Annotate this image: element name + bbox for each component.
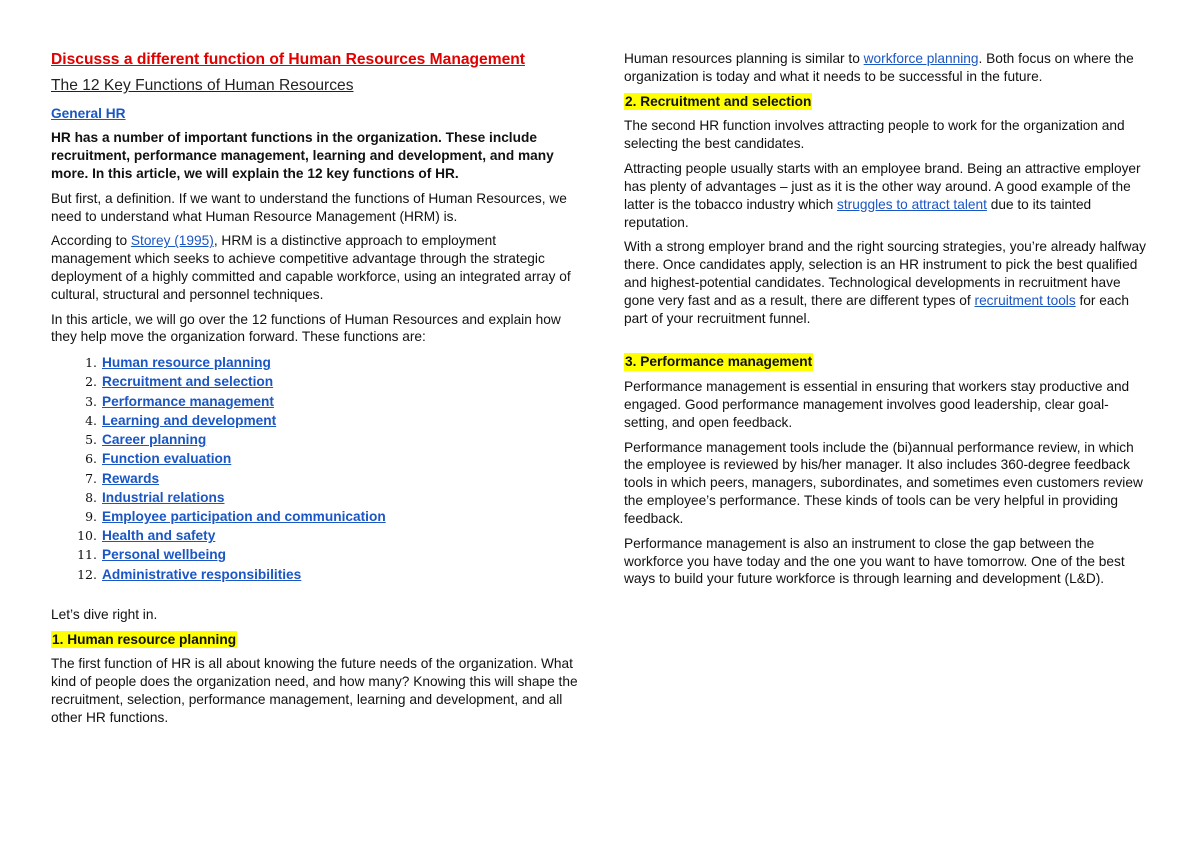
section2-paragraph-2 [624,160,1152,231]
function-link-function-evaluation[interactable]: Function evaluation [102,451,232,467]
function-link-industrial-relations[interactable]: Industrial relations [102,489,225,505]
storey-text-post: , HRM is a distinctive approach to employment management which seeks to achieve competitive advantage through the strategic deployment of a highly committed and capable workforce, using an integrated array of cultural, structural and personnel techniques. [51,233,571,302]
functions-list [51,353,579,583]
section1-heading-wrap [51,631,579,649]
list-item [102,353,579,372]
list-item [102,507,579,526]
section1-heading: 1. Human resource planning [52,631,237,647]
section3-heading: 3. Performance management [625,354,813,370]
storey-text-pre: According to [51,233,131,249]
storey-paragraph [51,232,579,303]
function-link-career-planning[interactable]: Career planning [102,432,207,448]
list-item [102,372,579,391]
function-link-human-resource-planning[interactable]: Human resource planning [102,355,271,371]
struggles-to-attract-talent-link[interactable]: struggles to attract talent [837,196,987,212]
storey-link[interactable]: Storey (1995) [130,233,214,249]
planning-text-pre: Human resources planning is similar to [624,51,864,66]
list-item [102,392,579,411]
function-link-personal-wellbeing[interactable]: Personal wellbeing [102,547,226,563]
section2-p3-post: for each part of your recruitment funnel. [624,292,1129,326]
section3-paragraph-1: Performance management is essential in ensuring that workers stay productive and engaged. Good performance management involves good leadership, clear goal-setting, and open feedback. [624,379,1130,430]
function-link-administrative-responsibilities[interactable]: Administrative responsibilities [102,566,302,582]
list-item [102,469,579,488]
section3-paragraph-2: Performance management tools include the (bi)annual performance review, in which the employee is reviewed by his/her manager. It also includes 360-degree feedback tools in which peers, managers, subordinates, and sometimes even customers review the employee’s performance. These kinds of tools can be very helpful in providing feedback. [624,439,1143,526]
section2-p2-pre: Attracting people usually starts with an employee brand. Being an attractive employer has plenty of advantages – just as it is the other way around. A good example of the latter is the tobacco industry which [624,161,1141,212]
planning-text-post: . Both focus on where the organization is today and what it needs to be successful in the future. [624,51,1134,84]
section2-paragraph-3 [624,238,1152,327]
article-intro-paragraph: In this article, we will go over the 12 functions of Human Resources and explain how they help move the organization forward. These functions are: [51,311,561,345]
definition-paragraph: But first, a definition. If we want to understand the functions of Human Resources, we need to understand what Human Resource Management (HRM) is. [51,190,567,224]
planning-paragraph [624,50,1152,86]
section2-heading: 2. Recruitment and selection [625,93,812,109]
section2-heading-wrap [624,93,1152,111]
intro-bold-paragraph: HR has a number of important functions in the organization. These include recruitment, performance management, learning and development, and many more. In this article, we will explain the 12 key functions of HR. [51,130,554,181]
workforce-planning-link[interactable]: workforce planning [863,51,979,66]
function-link-recruitment-and-selection[interactable]: Recruitment and selection [102,374,274,390]
list-item [102,411,579,430]
list-item [102,545,579,564]
left-column [51,50,579,734]
dive-in-text: Let’s dive right in. [51,606,158,622]
list-item [102,565,579,584]
function-link-rewards[interactable]: Rewards [102,470,160,486]
section-spacer [624,334,1152,353]
section3-paragraph-3: Performance management is also an instrument to close the gap between the workforce you have today and the one you want to have tomorrow. One of the best ways to build your future workforce is through learning and development (L&D). [624,535,1125,587]
section2-paragraph-1: The second HR function involves attracting people to work for the organization and selecting the best candidates. [624,118,1125,152]
function-link-employee-participation[interactable]: Employee participation and communication [102,508,386,524]
sub-title: The 12 Key Functions of Human Resources [51,77,354,95]
section3-heading-wrap [624,353,1152,371]
section1-paragraph: The first function of HR is all about knowing the future needs of the organization. What kind of people does the organization need, and how many? Knowing this will shape the recruitment, selection, performance management, learning and development, and all other HR functions. [51,656,578,725]
function-link-health-and-safety[interactable]: Health and safety [102,528,216,544]
list-item [102,526,579,545]
list-item [102,488,579,507]
right-column [624,50,1152,595]
section2-p2-post: due to its tainted reputation. [624,196,1092,230]
function-link-performance-management[interactable]: Performance management [102,393,274,409]
general-hr-link[interactable]: General HR [51,105,126,121]
function-link-learning-and-development[interactable]: Learning and development [102,412,277,428]
list-item [102,449,579,468]
section2-p3-pre: With a strong employer brand and the right sourcing strategies, you’re already halfway there. Once candidates apply, selection is an HR instrument to pick the best qualified and highest-potential candidates. Technological developments in recruitment have gone very fast and as a result, there are different types of [624,239,1146,308]
main-title: Discusss a different function of Human Resources Management [51,51,525,68]
recruitment-tools-link[interactable]: recruitment tools [974,292,1076,308]
list-item [102,430,579,449]
